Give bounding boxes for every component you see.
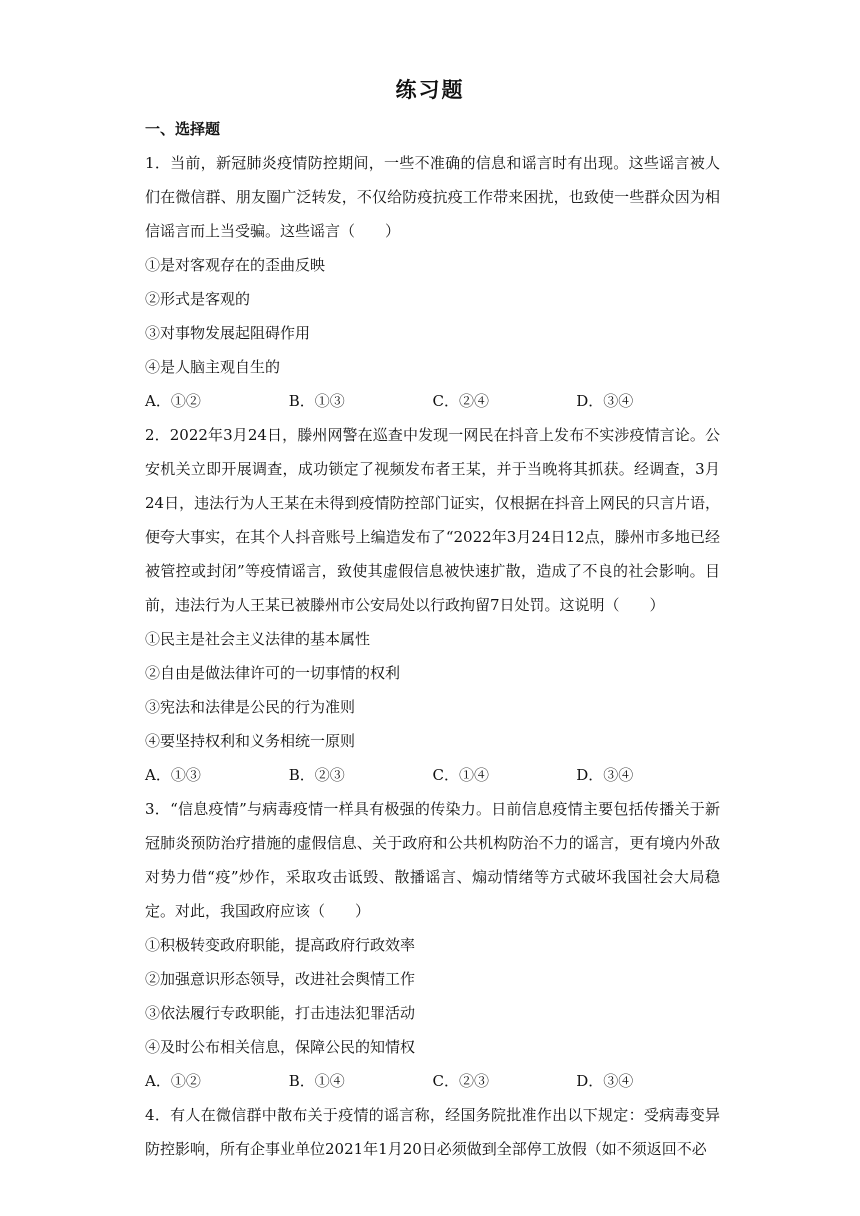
page-title: 练习题	[395, 77, 465, 102]
option-a: A．①③	[145, 766, 201, 784]
question-2	[145, 418, 720, 792]
question-statement: ②加强意识形态领导，改进社会舆情工作	[145, 970, 416, 988]
option-a: A．①②	[145, 1072, 201, 1090]
question-statement: ③依法履行专政职能，打击违法犯罪活动	[145, 1004, 416, 1022]
section-heading: 一、选择题	[145, 120, 221, 138]
question-3	[145, 792, 720, 1098]
question-stem: 2．2022年3月24日，滕州网警在巡查中发现一网民在抖音上发布不实涉疫情言论。公安机关立即开展调查，成功锁定了视频发布者王某，并于当晚将其抓获。经调查，3月24日，违法行为人王某在未得到疫情防控部门证实，仅根据在抖音上网民的只言片语，便夸大事实，在其个人抖音账号上编造发布了“2022年3月24日12点，滕州市多地已经被管控或封闭”等疫情谣言，致使其虚假信息被快速扩散，造成了不良的社会影响。目前，违法行为人王某已被滕州市公安局处以行政拘留7日处罚。这说明（ ）	[145, 426, 720, 614]
question-stem: 4．有人在微信群中散布关于疫情的谣言称，经国务院批准作出以下规定：受病毒变异防控影响，所有企事业单位2021年1月20日必须做到全部停工放假（如不须返回不必	[145, 1106, 720, 1158]
question-list	[145, 146, 720, 1166]
option-a: A．①②	[145, 392, 201, 410]
question-statement: ③对事物发展起阻碍作用	[145, 324, 311, 342]
question-statement: ①积极转变政府职能，提高政府行政效率	[145, 936, 416, 954]
option-b: B．②③	[288, 766, 345, 784]
question-statement: ①民主是社会主义法律的基本属性	[145, 630, 371, 648]
question-stem: 1．当前，新冠肺炎疫情防控期间，一些不准确的信息和谣言时有出现。这些谣言被人们在微信群、朋友圈广泛转发，不仅给防疫抗疫工作带来困扰，也致使一些群众因为相信谣言而上当受骗。这些谣言（ ）	[145, 154, 720, 240]
question-statement: ②自由是做法律许可的一切事情的权利	[145, 664, 401, 682]
question-statement: ④是人脑主观自生的	[145, 358, 281, 376]
answer-options	[145, 384, 720, 418]
option-c: C．②③	[432, 1072, 489, 1090]
option-c: C．②④	[432, 392, 489, 410]
question-statement: ②形式是客观的	[145, 290, 251, 308]
question-4	[145, 1098, 720, 1166]
question-stem: 3．“信息疫情”与病毒疫情一样具有极强的传染力。日前信息疫情主要包括传播关于新冠肺炎预防治疗措施的虚假信息、关于政府和公共机构防治不力的谣言，更有境内外敌对势力借“疫”炒作，采取攻击诋毁、散播谣言、煽动情绪等方式破坏我国社会大局稳定。对此，我国政府应该（ ）	[145, 800, 720, 920]
option-d: D．③④	[576, 766, 634, 784]
question-statement: ④及时公布相关信息，保障公民的知情权	[145, 1038, 416, 1056]
option-b: B．①③	[288, 392, 345, 410]
question-1	[145, 146, 720, 418]
question-statement: ①是对客观存在的歪曲反映	[145, 256, 326, 274]
option-d: D．③④	[576, 392, 634, 410]
answer-options	[145, 1064, 720, 1098]
option-d: D．③④	[576, 1072, 634, 1090]
question-statement: ③宪法和法律是公民的行为准则	[145, 698, 356, 716]
option-c: C．①④	[432, 766, 489, 784]
question-statement: ④要坚持权利和义务相统一原则	[145, 732, 356, 750]
answer-options	[145, 758, 720, 792]
option-b: B．①④	[288, 1072, 345, 1090]
